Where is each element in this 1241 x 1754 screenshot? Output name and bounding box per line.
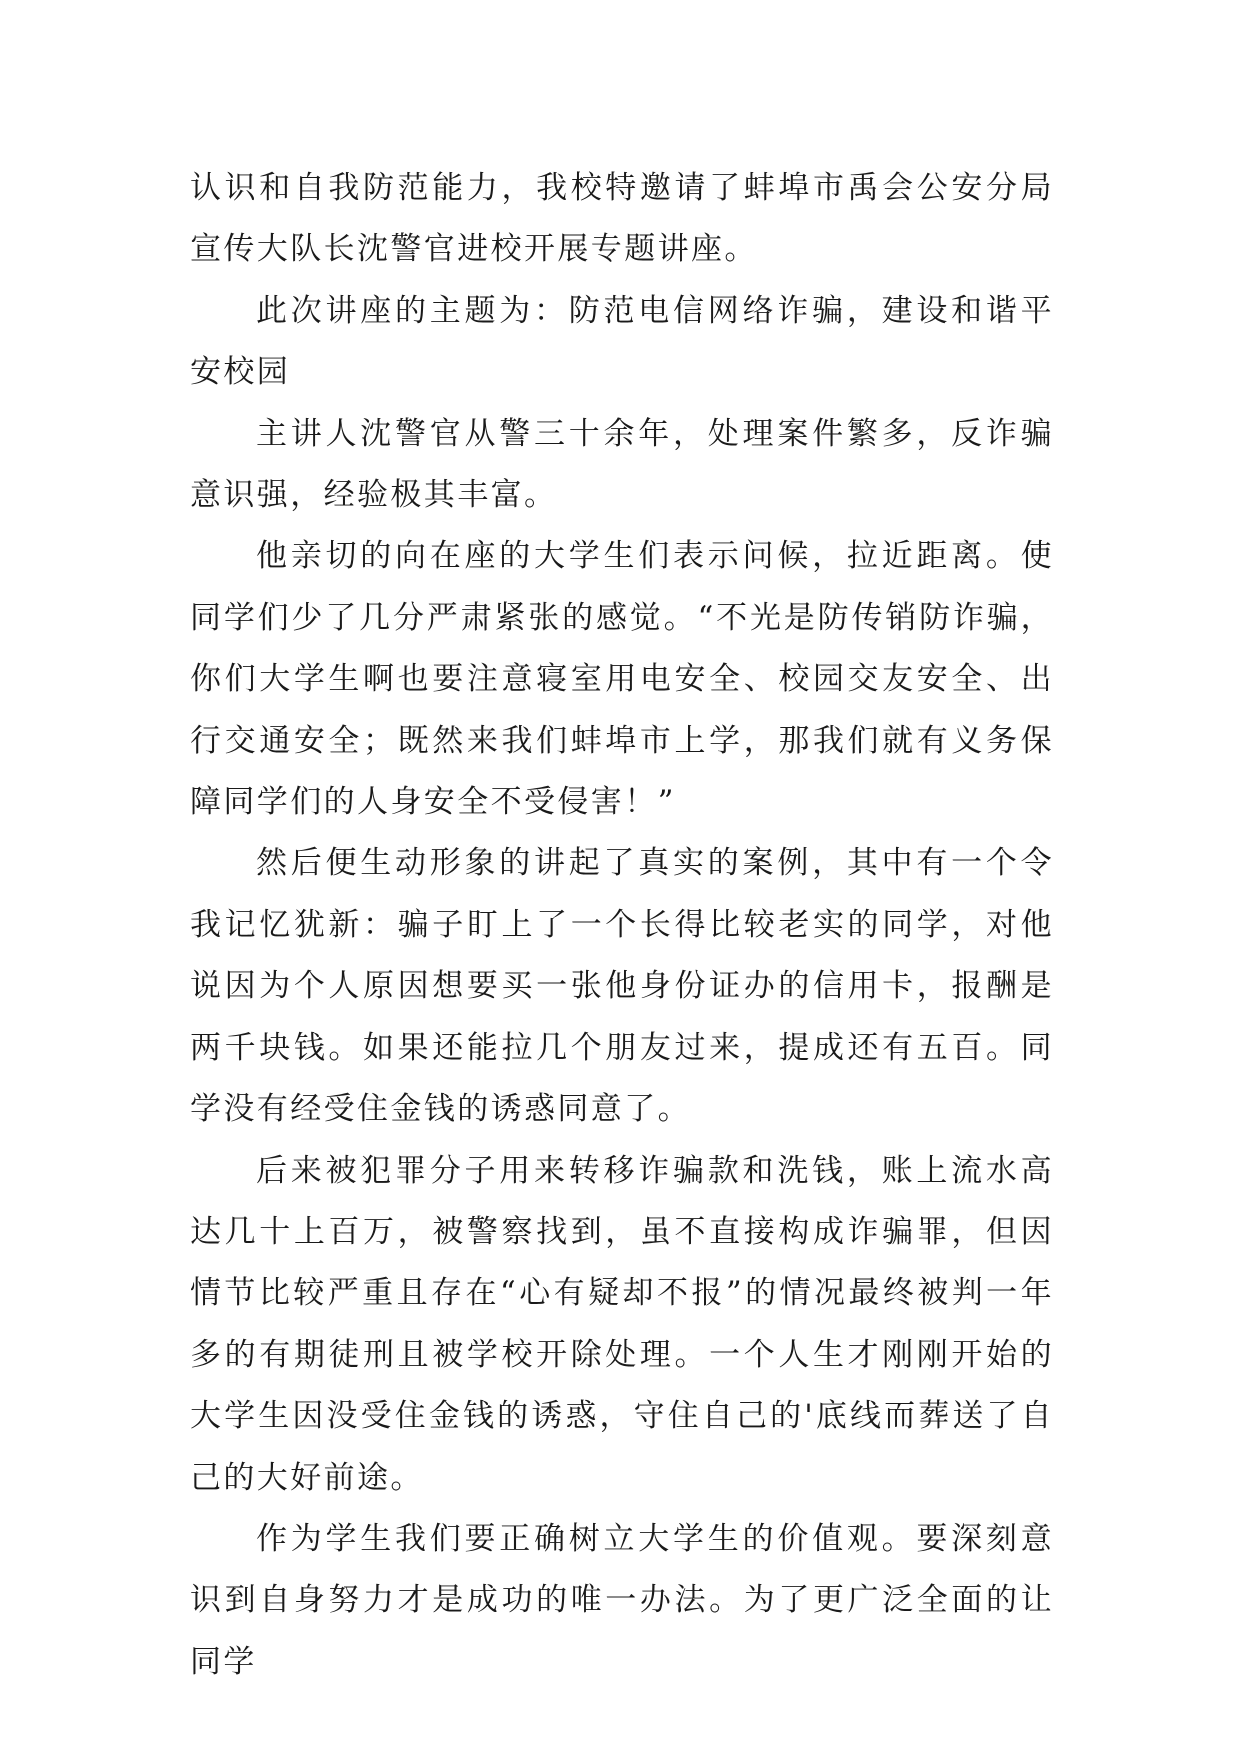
document-body [190, 158, 1054, 1693]
paragraph-speaker-intro: 主讲人沈警官从警三十余年，处理案件繁多，反诈骗意识强，经验极其丰富。 [190, 415, 1054, 514]
paragraph-values: 作为学生我们要正确树立大学生的价值观。要深刻意识到自身努力才是成功的唯一办法。为了更广泛全面的让同学 [190, 1520, 1054, 1680]
paragraph-greeting-quote: 他亲切的向在座的大学生们表示问候，拉近距离。使同学们少了几分严肃紧张的感觉。“不光是防传销防诈骗，你们大学生啊也要注意寝室用电安全、校园交友安全、出行交通安全；既然来我们蚌埠市上学，那我们就有义务保障同学们的人身安全不受侵害！” [190, 538, 1054, 821]
paragraph-case-story: 然后便生动形象的讲起了真实的案例，其中有一个令我记忆犹新：骗子盯上了一个长得比较老实的同学，对他说因为个人原因想要买一张他身份证办的信用卡，报酬是两千块钱。如果还能拉几个朋友过来，提成还有五百。同学没有经受住金钱的诱惑同意了。 [190, 845, 1054, 1128]
paragraph-case-outcome: 后来被犯罪分子用来转移诈骗款和洗钱，账上流水高达几十上百万，被警察找到，虽不直接构成诈骗罪，但因情节比较严重且存在“心有疑却不报”的情况最终被判一年多的有期徒刑且被学校开除处理。一个人生才刚刚开始的大学生因没受住金钱的诱惑，守住自己的'底线而葬送了自己的大好前途。 [190, 1152, 1054, 1496]
paragraph-intro-continuation: 认识和自我防范能力，我校特邀请了蚌埠市禹会公安分局宣传大队长沈警官进校开展专题讲座。 [190, 170, 1054, 268]
paragraph-lecture-theme: 此次讲座的主题为：防范电信网络诈骗，建设和谐平安校园 [190, 292, 1054, 391]
